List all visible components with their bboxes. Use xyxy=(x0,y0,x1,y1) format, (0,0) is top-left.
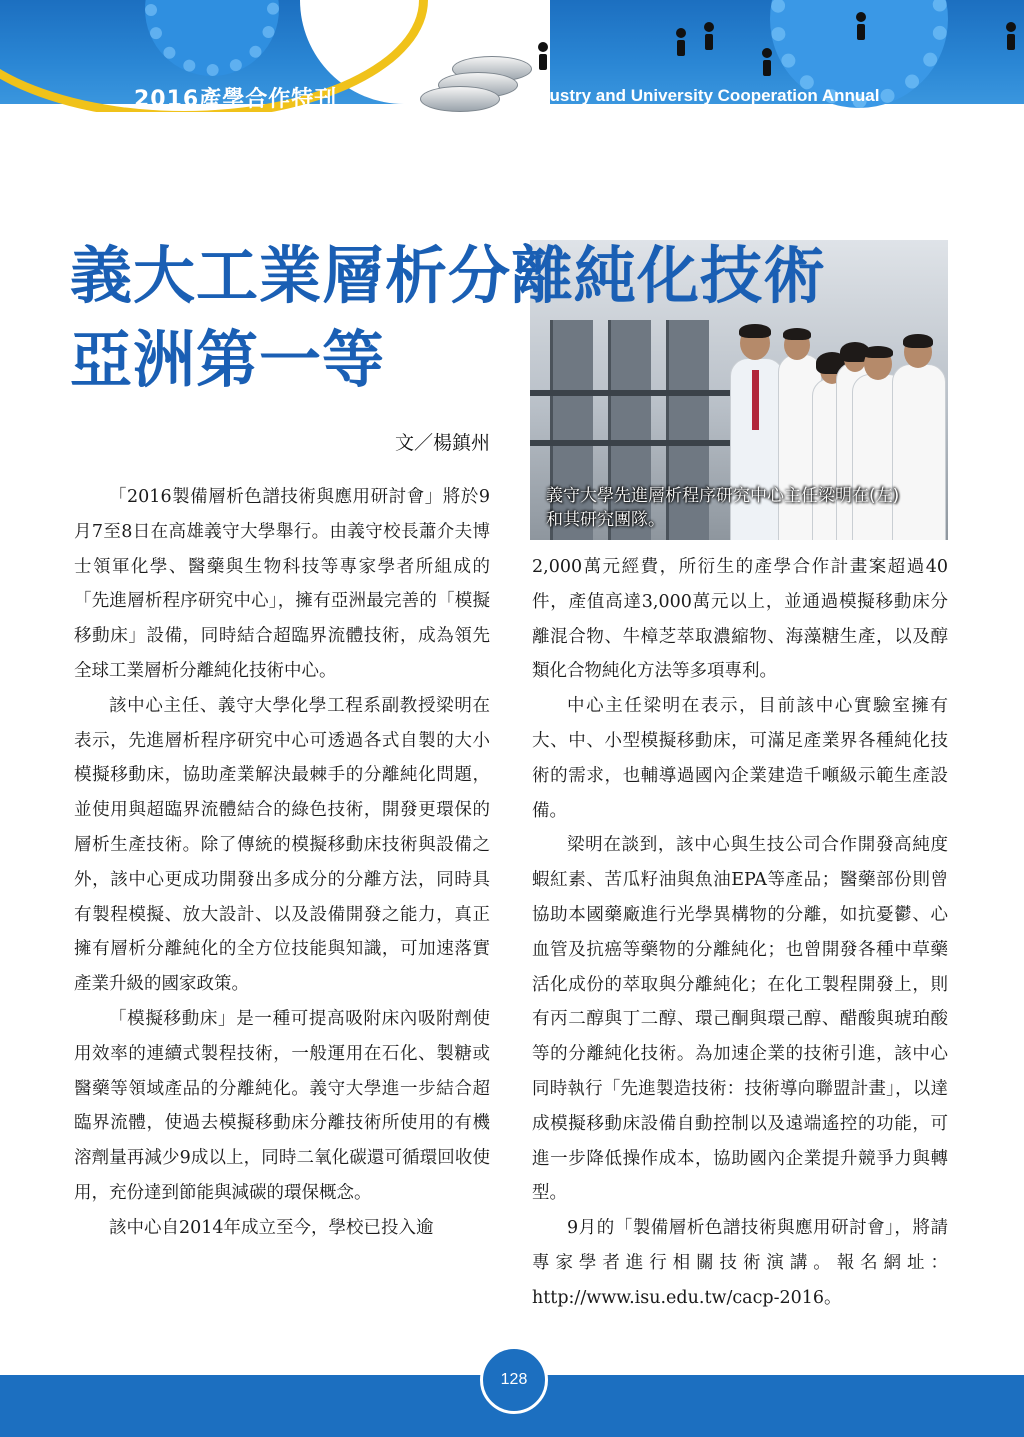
annual-title: 2016產學合作特刊 xyxy=(134,87,338,112)
annual-subtitle-en: Industry and University Cooperation Annual xyxy=(524,86,880,105)
body-paragraph: 2,000萬元經費，所衍生的產學合作計畫案超過40件，產值高達3,000萬元以上，並通過模擬移動床分離混合物、牛樟芝萃取濃縮物、海藻糖生產，以及醇類化合物純化方法等多項專利。 xyxy=(532,557,948,682)
photo-caption xyxy=(546,484,899,532)
body-paragraph: 「模擬移動床」是一種可提高吸附床內吸附劑使用效率的連續式製程技術，一般運用在石化、製糖或醫藥等領域產品的分離純化。義守大學進一步結合超臨界流體，使過去模擬移動床分離技術所使用的有機溶劑量再減少9成以上，同時二氧化碳還可循環回收使用，充份達到節能與減碳的環保概念。 xyxy=(74,1008,490,1203)
person-icon xyxy=(856,12,866,40)
photo-caption-line: 和其研究團隊。 xyxy=(546,510,665,530)
body-paragraph: 梁明在談到，該中心與生技公司合作開發高純度蝦紅素、苦瓜籽油與魚油EPA等產品；醫藥部份則曾協助本國藥廠進行光學異構物的分離，如抗憂鬱、心血管及抗癌等藥物的分離純化；也曾開發各種中草藥活化成份的萃取與分離純化；在化工製程開發上，則有丙二醇與丁二醇、環己酮與環己醇、醋酸與琥珀酸等的分離純化技術。為加速企業的技術引進，該中心同時執行「先進製造技術：技術導向聯盟計畫」，以達成模擬移動床設備自動控制以及遠端遙控的功能，可進一步降低操作成本，協助國內企業提升競爭力與轉型。 xyxy=(532,835,948,1204)
photo-caption-line: 義守大學先進層析程序研究中心主任梁明在(左) xyxy=(546,486,900,506)
body-paragraph: 「2016製備層析色譜技術與應用研討會」將於9月7至8日在高雄義守大學舉行。由義守校長蕭介夫博士領軍化學、醫藥與生物科技等專家學者所組成的「先進層析程序研究中心」，擁有亞洲最完善的「模擬移動床」設備，同時結合超臨界流體技術，成為領先全球工業層析分離純化技術中心。 xyxy=(74,487,490,681)
page-number: 128 xyxy=(480,1346,548,1414)
person-icon xyxy=(704,22,714,50)
article-title-line: 亞洲第一等 xyxy=(70,323,386,396)
body-paragraph: 該中心自2014年成立至今，學校已投入逾 xyxy=(109,1217,434,1238)
left-column xyxy=(74,480,490,1246)
coin-icon xyxy=(420,86,500,112)
header-banner xyxy=(0,0,1024,112)
article-title xyxy=(70,234,826,402)
person-icon xyxy=(676,28,686,56)
person-icon xyxy=(538,42,548,70)
article-title-line: 義大工業層析分離純化技術 xyxy=(70,239,827,312)
body-paragraph: 中心主任梁明在表示，目前該中心實驗室擁有大、中、小型模擬移動床，可滿足產業界各種純化技術的需求，也輔導過國內企業建造千噸級示範生產設備。 xyxy=(532,696,948,821)
body-paragraph: 該中心主任、義守大學化學工程系副教授梁明在表示，先進層析程序研究中心可透過各式自製的大小模擬移動床，協助產業解決最棘手的分離純化問題，並使用與超臨界流體結合的綠色技術，開發更環保的層析生產技術。除了傳統的模擬移動床技術與設備之外，該中心更成功開發出多成分的分離方法，同時具有製程模擬、放大設計、以及設備開發之能力，真正擁有層析分離純化的全方位技能與知識，可加速落實產業升級的國家政策。 xyxy=(74,695,490,995)
right-column xyxy=(532,550,948,1316)
person-icon xyxy=(1006,22,1016,50)
person-icon xyxy=(762,48,772,76)
author-byline: 文／楊鎮州 xyxy=(394,432,490,454)
body-paragraph: 9月的「製備層析色譜技術與應用研討會」，將請專家學者進行相關技術演講。報名網址：http://www.isu.edu.tw/cacp-2016。 xyxy=(532,1218,948,1308)
